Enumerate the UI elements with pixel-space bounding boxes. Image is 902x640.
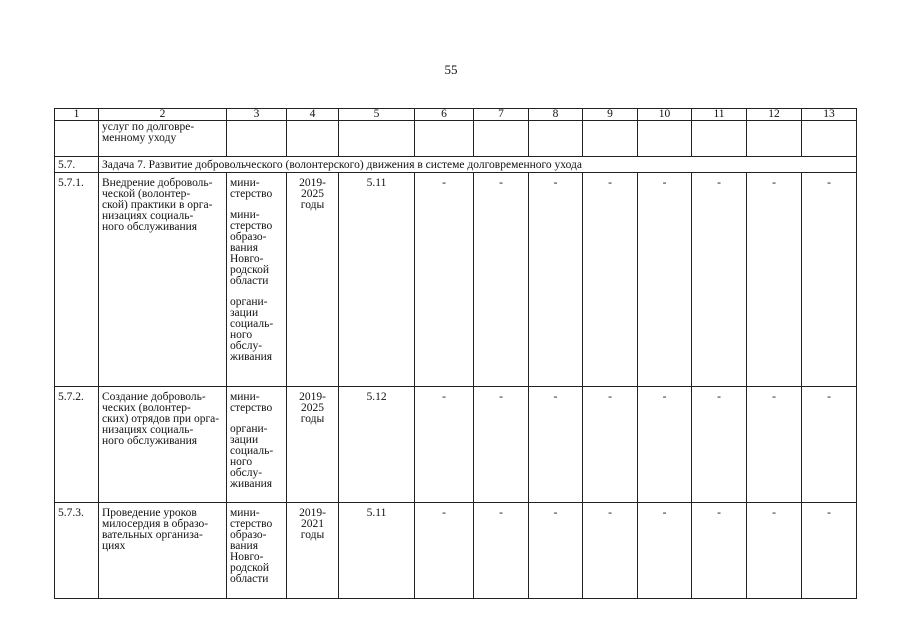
period: 2019- 2021 годы [299,507,326,541]
value-cell: - [827,177,831,189]
row-number: 5.7.3. [58,507,84,519]
task-row [55,157,857,173]
column-number: 11 [692,109,747,121]
page-number: 55 [444,62,458,77]
value-cell: - [662,391,667,403]
value-cell: - [442,391,446,403]
responsible-cell [227,387,287,503]
value-cell: - [717,507,721,519]
table-row [55,387,857,503]
period: 2019- 2025 годы [299,177,326,211]
value-cell: - [608,177,612,189]
column-number: 4 [287,109,339,121]
responsible-executor: мини- стерство образо- вания Новго- родской области [230,209,273,287]
responsible-executor: мини- стерство [230,391,273,414]
value-cell: - [772,177,776,189]
value-cell: - [442,507,446,519]
responsible-cell [227,173,287,387]
column-numbers-row [55,109,857,121]
target-indicator: 5.12 [366,391,387,403]
measure-name: Проведение уроков милосердия в образо- вательных организа- циях [102,507,209,552]
column-number: 2 [99,109,227,121]
measure-name: Внедрение доброволь- ческой (волонтер- ской) практики в орга- низациях социаль- ного обслуживания [102,177,213,233]
value-cell: - [553,177,558,189]
task-number: 5.7. [55,157,99,173]
column-number: 12 [747,109,802,121]
column-number: 1 [55,109,99,121]
column-number: 7 [474,109,529,121]
task-title: Задача 7. Развитие добровольческого (волонтерского) движения в системе долговременного ухода [99,157,857,173]
value-cell: - [717,391,721,403]
value-cell: - [499,391,503,403]
value-cell: - [827,391,831,403]
column-number: 6 [415,109,474,121]
responsible-executor: органи- зации социаль- ного обслу- живания [230,296,274,363]
column-number: 10 [638,109,692,121]
value-cell: - [499,177,503,189]
value-cell: - [662,177,667,189]
value-cell: - [717,177,721,189]
value-cell: - [827,507,831,519]
column-number: 8 [529,109,583,121]
target-indicator: 5.11 [366,507,387,519]
continuation-text: услуг по долговре- менному уходу [99,121,227,157]
value-cell: - [608,391,612,403]
value-cell: - [772,391,776,403]
column-number: 9 [583,109,638,121]
value-cell: - [662,507,667,519]
value-cell: - [608,507,612,519]
measures-table [54,108,857,599]
column-number: 13 [802,109,857,121]
responsible-executor: мини- стерство образо- вания Новго- родской области [230,507,273,585]
period: 2019- 2025 годы [299,391,326,425]
target-indicator: 5.11 [366,177,387,189]
responsible-cell [227,503,287,599]
column-number: 5 [339,109,415,121]
value-cell: - [553,507,558,519]
table-row [55,503,857,599]
responsible-executor: мини- стерство [230,177,273,200]
value-cell: - [499,507,503,519]
continuation-row [55,121,857,157]
value-cell: - [772,507,776,519]
column-number: 3 [227,109,287,121]
responsible-executor: органи- зации социаль- ного обслу- живания [230,423,274,490]
row-number: 5.7.2. [58,391,84,403]
table-row [55,173,857,387]
value-cell: - [442,177,446,189]
row-number: 5.7.1. [58,177,84,189]
measure-name: Создание доброволь- ческих (волонтер- ских) отрядов при орга- низациях социаль- ного обслуживания [102,391,220,447]
value-cell: - [553,391,558,403]
